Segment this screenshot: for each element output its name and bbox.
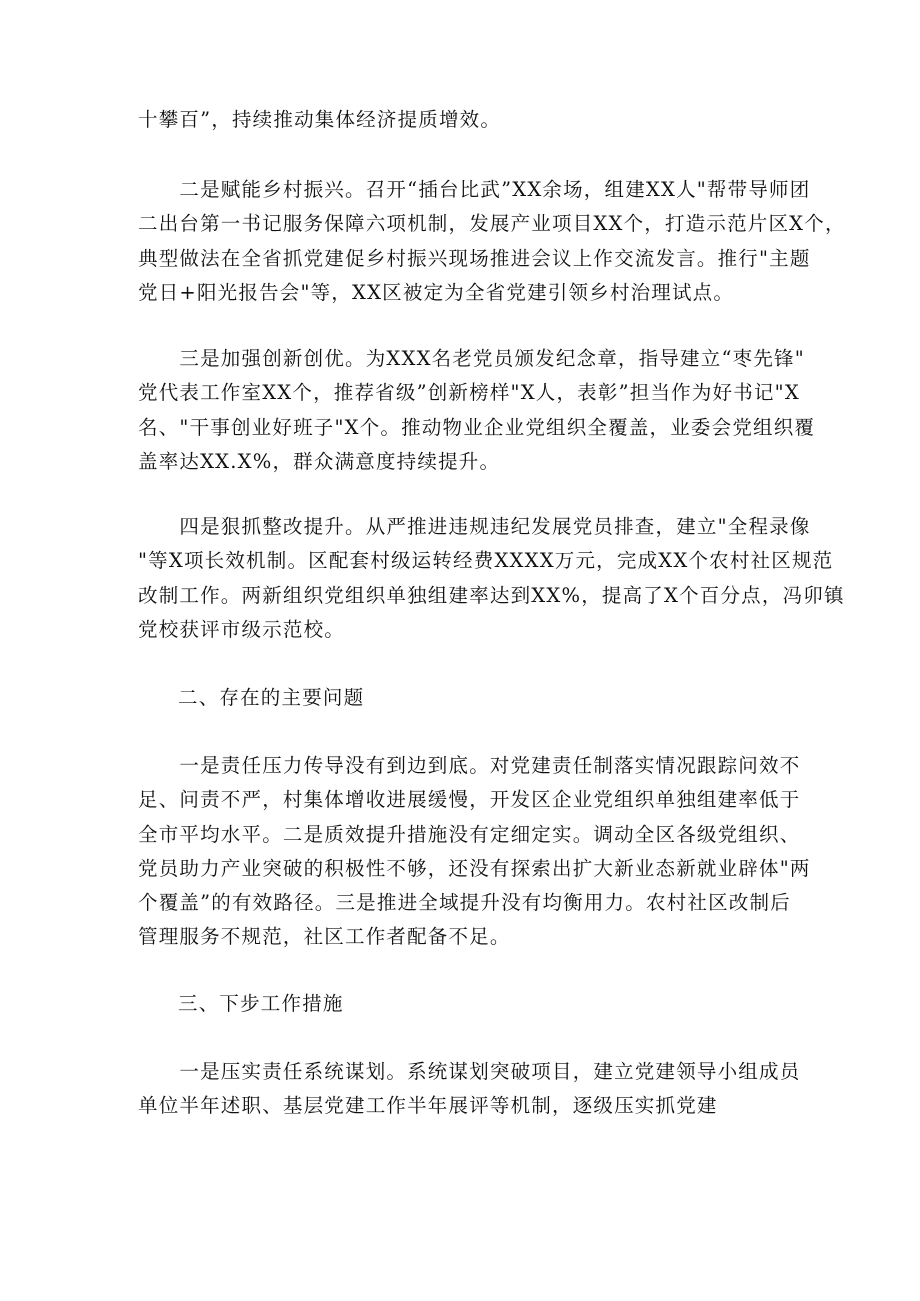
paragraph-rural-revitalization: [138, 173, 846, 310]
paragraph-continuation: [138, 103, 788, 137]
text-line: 三是加强创新创优。为XXX名老党员颁发纪念章，指导建立“枣先锋": [138, 347, 805, 370]
text-line: 单位半年述职、基层党建工作半年展评等机制，逐级压实抓党建: [138, 1094, 718, 1118]
paragraph-problems: [138, 749, 811, 955]
section-heading-problems: 二、存在的主要问题: [178, 686, 365, 709]
text-line: 个覆盖”的有效路径。三是推进全域提升没有均衡用力。农村社区改制后: [138, 891, 791, 915]
text-line: 二是赋能乡村振兴。召开“插台比武”XX余场，组建XX人"帮带导师团: [138, 178, 811, 201]
text-line: 典型做法在全省抓党建促乡村振兴现场推进会议上作交流发言。推行"主题: [138, 246, 811, 270]
text-line: 四是狠抓整改提升。从严推进违规违纪发展党员排查，建立"全程录像: [138, 515, 811, 538]
paragraph-next-steps: [138, 1055, 801, 1124]
section-heading-next-steps: 三、下步工作措施: [178, 992, 344, 1015]
text-line: 名、"干事创业好班子"X个。推动物业企业党组织全覆盖，业委会党组织覆: [138, 415, 816, 439]
text-line: 改制工作。两新组织党组织单独组建率达到XX%，提高了X个百分点，冯卯镇: [138, 583, 845, 607]
text-line: 党校获评市级示范校。: [138, 617, 346, 641]
text-line: 一是压实责任系统谋划。系统谋划突破项目，建立党建领导小组成员: [138, 1060, 801, 1083]
text-line: 党代表工作室XX个，推荐省级”创新榜样"X人，表彰”担当作为好书记"X: [138, 381, 800, 405]
text-line: 党员助力产业突破的积极性不够，还没有探索出扩大新业态新就业辟体"两: [138, 856, 811, 880]
text-line: "等X项长效机制。区配套村级运转经费XXXX万元，完成XX个农村社区规范: [138, 549, 834, 573]
text-line: 十攀百”，持续推动集体经济提质增效。: [138, 108, 502, 131]
text-line: 一是责任压力传导没有到边到底。对党建责任制落实情况跟踪问效不: [138, 754, 801, 777]
paragraph-innovation: [138, 342, 816, 479]
paragraph-rectification: [138, 510, 845, 647]
text-line: 盖率达XX.X%，群众满意度持续提升。: [138, 449, 501, 473]
text-line: 管理服务不规范，社区工作者配备不足。: [138, 925, 511, 949]
text-line: 二出台第一书记服务保障六项机制，发展产业项目XX个，打造示范片区X个，: [138, 212, 846, 236]
text-line: 足、问责不严，村集体增收进展缓慢，开发区企业党组织单独组建率低于: [138, 788, 801, 812]
text-line: 全市平均水平。二是质效提升措施没有定细定实。调动全区各级党组织、: [138, 822, 801, 846]
text-line: 党日+阳光报告会"等，XX区被定为全省党建引领乡村治理试点。: [138, 280, 735, 304]
